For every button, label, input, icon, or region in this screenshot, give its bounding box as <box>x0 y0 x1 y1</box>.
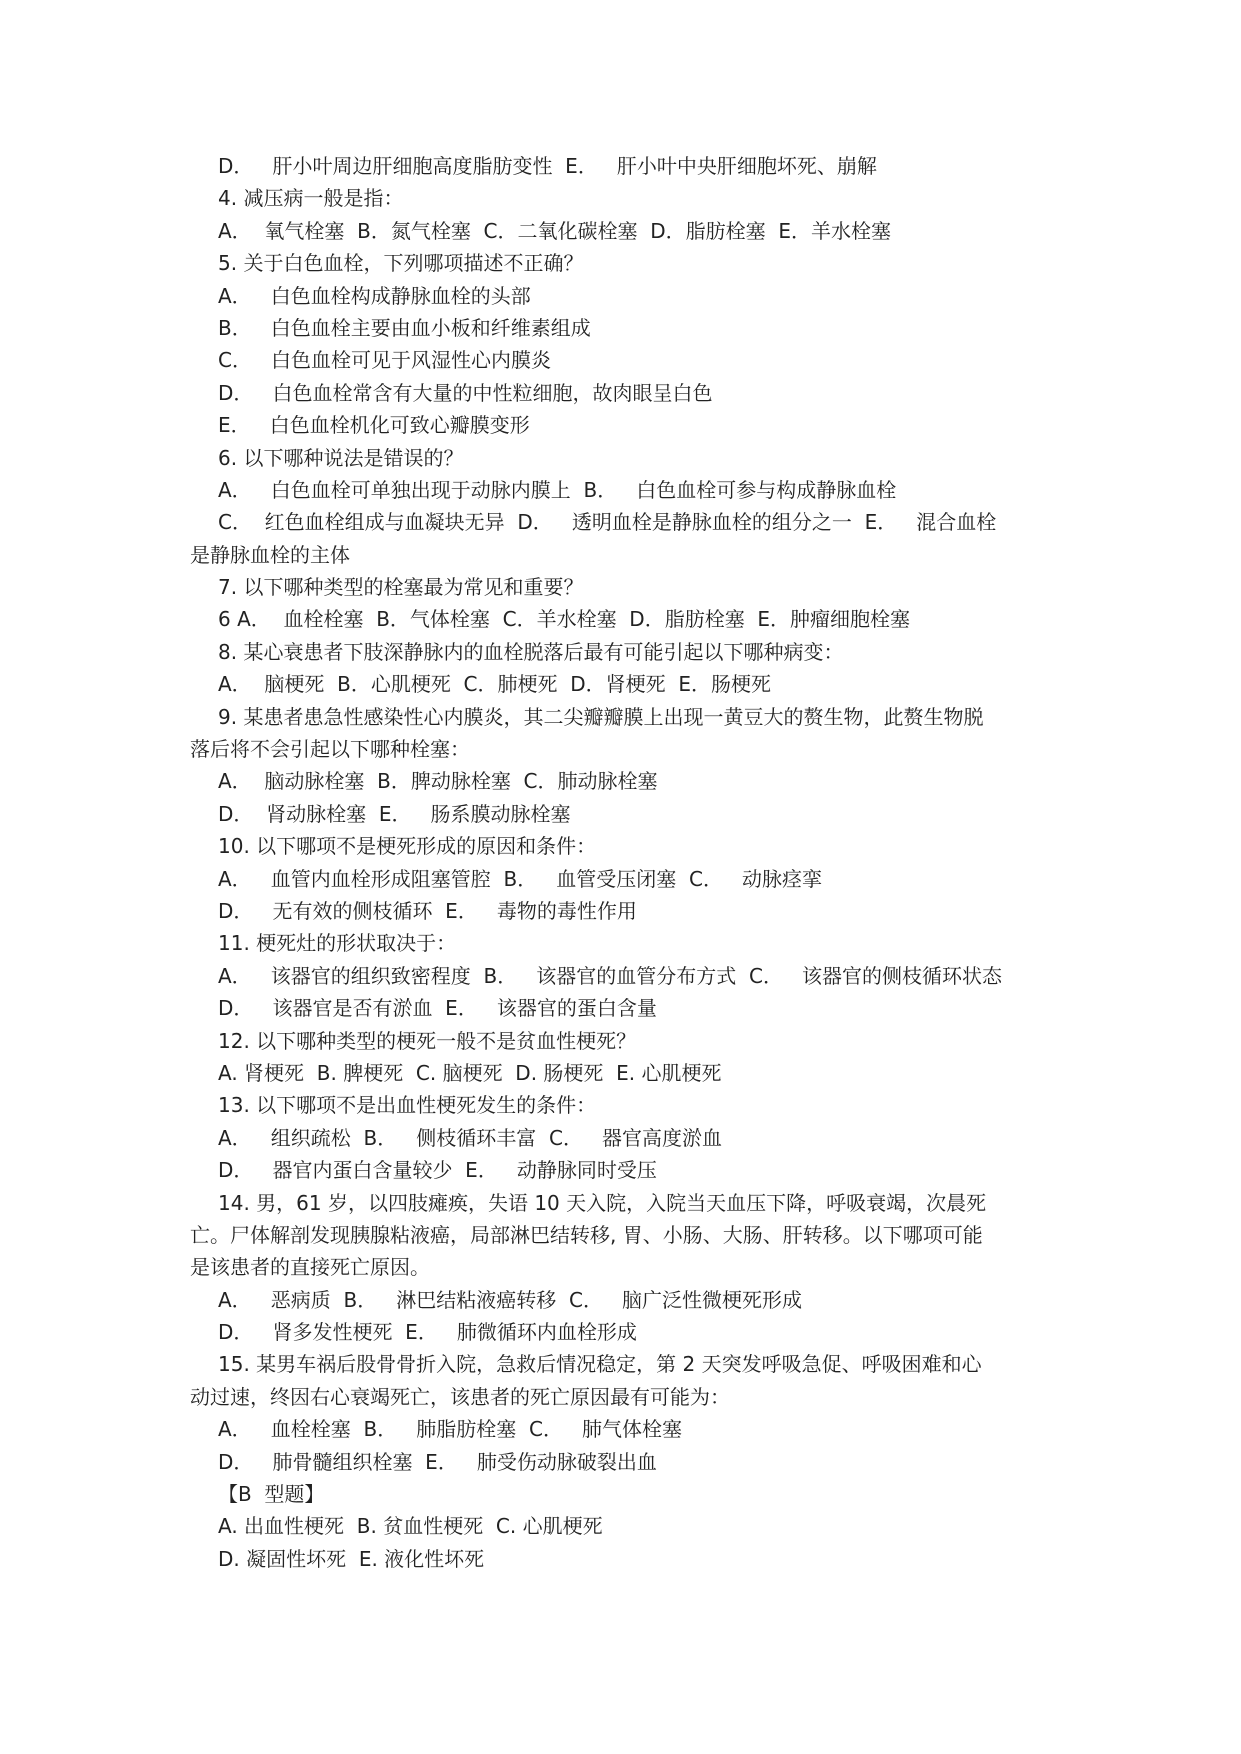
text-line: A． 白色血栓可单独出现于动脉内膜上 B． 白色血栓可参与构成静脉血栓 <box>218 477 897 502</box>
text-line: A. 出血性梗死 B. 贫血性梗死 C. 心肌梗死 <box>218 1514 603 1539</box>
text-line: 6 A． 血栓栓塞 B．气体栓塞 C．羊水栓塞 D．脂肪栓塞 E．肿瘤细胞栓塞 <box>218 607 911 632</box>
text-line: 8. 某心衰患者下肢深静脉内的血栓脱落后最有可能引起以下哪种病变： <box>218 639 844 664</box>
text-line: D． 白色血栓常含有大量的中性粒细胞，故肉眼呈白色 <box>218 380 713 405</box>
text-line: 9. 某患者患急性感染性心内膜炎，其二尖瓣瓣膜上出现一黄豆大的赘生物，此赘生物脱 <box>218 704 984 729</box>
text-line: 落后将不会引起以下哪种栓塞： <box>190 737 470 762</box>
document-body <box>190 150 1070 1575</box>
text-line: E． 白色血栓机化可致心瓣膜变形 <box>218 413 530 438</box>
text-line: A. 肾梗死 B. 脾梗死 C. 脑梗死 D. 肠梗死 E. 心肌梗死 <box>218 1060 722 1085</box>
text-line: 4. 减压病一般是指： <box>218 186 404 211</box>
text-line: D. 凝固性坏死 E. 液化性坏死 <box>218 1546 485 1571</box>
text-line: A． 该器官的组织致密程度 B． 该器官的血管分布方式 C． 该器官的侧枝循环状态 <box>218 963 1003 988</box>
text-line: 5. 关于白色血栓，下列哪项描述不正确？ <box>218 251 584 276</box>
text-line: A． 血管内血栓形成阻塞管腔 B． 血管受压闭塞 C． 动脉痉挛 <box>218 866 823 891</box>
text-line: 14. 男，61 岁，以四肢瘫痪，失语 10 天入院，入院当天血压下降，呼吸衰竭，次晨死 <box>218 1190 987 1215</box>
text-line: 6. 以下哪种说法是错误的？ <box>218 445 464 470</box>
text-line: 是静脉血栓的主体 <box>190 542 350 567</box>
text-line: D． 肺骨髓组织栓塞 E． 肺受伤动脉破裂出血 <box>218 1449 657 1474</box>
text-line: A． 脑梗死 B．心肌梗死 C．肺梗死 D．肾梗死 E．肠梗死 <box>218 672 771 697</box>
text-line: 10. 以下哪项不是梗死形成的原因和条件： <box>218 834 597 859</box>
text-line: 亡。尸体解剖发现胰腺粘液癌，局部淋巴结转移, 胃、小肠、大肠、肝转移。以下哪项可能 <box>190 1222 983 1247</box>
text-line: 15. 某男车祸后股骨骨折入院，急救后情况稳定，第 2 天突发呼吸急促、呼吸困难和心 <box>218 1352 982 1377</box>
text-line: 动过速，终因右心衰竭死亡，该患者的死亡原因最有可能为： <box>190 1384 730 1409</box>
text-line: D． 器官内蛋白含量较少 E． 动静脉同时受压 <box>218 1158 657 1183</box>
text-line: A． 恶病质 B． 淋巴结粘液癌转移 C． 脑广泛性微梗死形成 <box>218 1287 803 1312</box>
text-line: 7. 以下哪种类型的栓塞最为常见和重要？ <box>218 575 584 600</box>
text-line: A． 组织疏松 B． 侧枝循环丰富 C． 器官高度淤血 <box>218 1125 723 1150</box>
text-line: C． 红色血栓组成与血凝块无异 D． 透明血栓是静脉血栓的组分之一 E． 混合血栓 <box>218 510 997 535</box>
text-line: 11. 梗死灶的形状取决于： <box>218 931 457 956</box>
text-line: C． 白色血栓可见于风湿性心内膜炎 <box>218 348 552 373</box>
text-line: A． 脑动脉栓塞 B．脾动脉栓塞 C．肺动脉栓塞 <box>218 769 658 794</box>
text-line: A． 白色血栓构成静脉血栓的头部 <box>218 283 531 308</box>
text-line: D． 肾多发性梗死 E． 肺微循环内血栓形成 <box>218 1320 637 1345</box>
text-line: 13. 以下哪项不是出血性梗死发生的条件： <box>218 1093 597 1118</box>
text-line: A． 氧气栓塞 B．氮气栓塞 C．二氧化碳栓塞 D．脂肪栓塞 E．羊水栓塞 <box>218 218 891 243</box>
text-line: 12. 以下哪种类型的梗死一般不是贫血性梗死？ <box>218 1028 637 1053</box>
text-line: 是该患者的直接死亡原因。 <box>190 1255 430 1280</box>
text-line: A． 血栓栓塞 B． 肺脂肪栓塞 C． 肺气体栓塞 <box>218 1417 683 1442</box>
text-line: D． 肾动脉栓塞 E． 肠系膜动脉栓塞 <box>218 801 571 826</box>
text-line: 【B 型题】 <box>218 1482 325 1507</box>
text-line: D． 肝小叶周边肝细胞高度脂肪变性 E． 肝小叶中央肝细胞坏死、崩解 <box>218 154 877 178</box>
text-line: D． 无有效的侧枝循环 E． 毒物的毒性作用 <box>218 898 637 923</box>
text-line: B． 白色血栓主要由血小板和纤维素组成 <box>218 315 591 340</box>
text-line: D． 该器官是否有淤血 E． 该器官的蛋白含量 <box>218 996 657 1021</box>
